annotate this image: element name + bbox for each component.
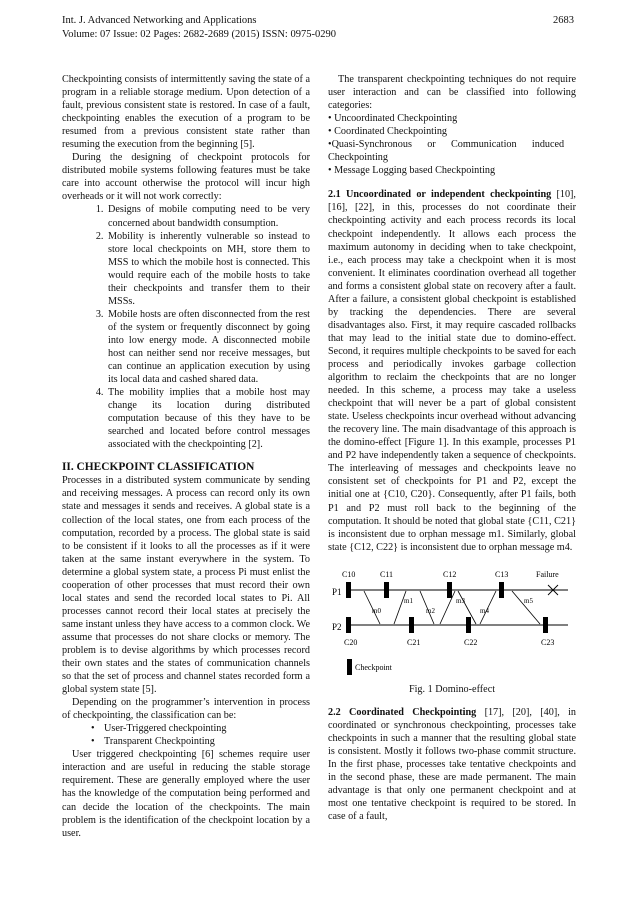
right-column xyxy=(328,73,576,823)
label-m5: m5 xyxy=(524,596,533,605)
checkpoint-c21 xyxy=(409,617,414,633)
label-failure: Failure xyxy=(536,569,559,579)
left-column xyxy=(62,73,310,840)
intro-paragraph: Checkpointing consists of intermittently saving the state of a program in a reliable storage medium. Upon detection of a fault, previous consistent state is restored. In case of a fault, checkpointing enables the execution of a program to be resumed from a previous consistent state rather than resuming the execution from the beginning [5]. xyxy=(62,74,310,151)
list-item: • Coordinated Checkpointing xyxy=(328,126,448,138)
list-item: 4. The mobility implies that a mobile host may change its location during distributed computation because of this they have to be searched and located before control messages associated with the checkpointing [2]. xyxy=(106,386,310,451)
design-features-paragraph: During the designing of checkpoint protocols for distributed mobile systems following features must be take care into account otherwise the protocol will incur high overheads or it will not work correctly: xyxy=(62,152,310,203)
checkpoint-c12 xyxy=(447,582,452,598)
label-c12: C12 xyxy=(443,569,457,579)
list-item: Checkpointing xyxy=(328,152,388,164)
section-heading: II. CHECKPOINT CLASSIFICATION xyxy=(62,461,255,474)
label-c22: C22 xyxy=(464,637,478,647)
journal-name: Int. J. Advanced Networking and Applications xyxy=(62,15,257,26)
list-item: 1. Designs of mobile computing need to be very concerned about bandwidth consumption. xyxy=(106,203,310,229)
checkpoint-c20 xyxy=(346,617,351,633)
global-state-paragraph: Processes in a distributed system communicate by sending and receiving messages. A process can record only its own state and messages it sends and receives. A global state is a collection of the local states, one from each process of the computation, recorded by a process. The global state is said to be consistent if it looks to all the processes as if it were taken at the same instant everywhere in the system. To determine a global system state, a process Pi must enlist the cooperation of other processes that must record their own local states and send the recorded local states to Pi. All processes cannot record their local states at precisely the same instant unless they have access to a common clock. We assume that processes do not share clocks or memory. The problem is to devise algorithms by which processes record their own states and the states of communication channels so that the set of process and channel states recorded form a global system state [5]. xyxy=(62,475,310,696)
list-item: 2. Mobility is inherently vulnerable so instead to store local checkpoints on MH, store them to MSS to which the mobile host is connected. This would require each of the mobile hosts to take their checkpoints and transfer them to their MSSs. xyxy=(106,230,310,308)
label-p1: P1 xyxy=(332,586,342,597)
label-m1: m1 xyxy=(404,596,413,605)
message-m6-arrow xyxy=(512,591,540,624)
label-m3: m3 xyxy=(456,596,465,605)
figure-caption: Fig. 1 Domino-effect xyxy=(408,683,496,695)
checkpoint-c23 xyxy=(543,617,548,633)
figure-svg xyxy=(328,563,576,679)
coordinated-paragraph xyxy=(328,706,576,823)
label-c13: C13 xyxy=(495,569,509,579)
classification-list xyxy=(62,722,310,748)
domino-effect-figure xyxy=(328,563,576,679)
subsection-heading: 2.2 Coordinated Checkpointing xyxy=(328,706,477,718)
label-c23: C23 xyxy=(541,637,555,647)
label-p2: P2 xyxy=(332,621,342,632)
checkpoint-c22 xyxy=(466,617,471,633)
checkpoint-c11 xyxy=(384,582,389,598)
label-c10: C10 xyxy=(342,569,356,579)
page-header xyxy=(62,14,574,42)
category-list xyxy=(328,112,576,177)
volume-info: Volume: 07 Issue: 02 Pages: 2682-2689 (2015) ISSN: 0975-0290 xyxy=(62,29,336,40)
list-item: • User-Triggered checkpointing xyxy=(104,722,310,735)
checkpoint-c10 xyxy=(346,582,351,598)
list-item: •Quasi-Synchronous or Communication induced xyxy=(328,139,565,151)
design-features-list xyxy=(62,203,310,451)
message-m1-arrow xyxy=(394,591,406,624)
uncoordinated-paragraph xyxy=(328,188,576,553)
subsection-heading: 2.1 Uncoordinated or independent checkpointing xyxy=(328,189,552,201)
page-number: 2683 xyxy=(553,15,574,26)
coordinated-text: [17], [20], [40], in coordinated or synchronous checkpointing, processes take checkpoints in such a manner that the resulting global state is consistent. Mostly it follows two-phase commit structure. In the first phase, processes take tentative checkpoints and in the second phase, these are made permanent. The main advantage is that only one permanent checkpoint and at most one tentative checkpoint is required to be stored. In case of a fault, xyxy=(328,706,577,823)
user-triggered-paragraph: User triggered checkpointing [6] schemes require user interaction and are useful in reducing the stable storage requirement. These are generally employed where the user has the knowledge of the computation being performed and can decide the location of the checkpoints. The main problem is the identification of the checkpoint location by a user. xyxy=(62,749,310,839)
classification-paragraph: Depending on the programmer’s intervention in process of checkpointing, the classification can be: xyxy=(62,697,310,722)
label-c20: C20 xyxy=(344,637,358,647)
label-m4: m4 xyxy=(480,606,489,615)
checkpoint-c13 xyxy=(499,582,504,598)
list-item: 3. Mobile hosts are often disconnected from the rest of the system or frequently disconnect by going into low energy mode. A disconnected mobile host can neither send nor receive messages, but can continue an application execution by using its local data and cashed shared data. xyxy=(106,308,310,386)
list-item: • Transparent Checkpointing xyxy=(104,735,310,748)
label-c11: C11 xyxy=(380,569,394,579)
legend-checkpoint-icon xyxy=(347,659,352,675)
label-m2: m2 xyxy=(426,606,435,615)
transparent-paragraph: The transparent checkpointing techniques do not require user interaction and can be classified into following categories: xyxy=(328,74,576,112)
list-item: • Uncoordinated Checkpointing xyxy=(328,113,458,125)
label-m0: m0 xyxy=(372,606,381,615)
uncoordinated-text: [10], [16], [22], in this, processes do not coordinate their checkpointing activity and each process records its local checkpoint independently. It allows each process the maximum autonomy in deciding when to take checkpoint, i.e., each process may take a checkpoint when it is most convenient. It eliminates coordination overhead all together and forms a consistent global state on recovery after a fault. After a failure, a consistent global checkpoint is established by tracking the dependencies. There are several disadvantages also. First, it may require cascaded rollbacks that may lead to the initial state due to domino-effect. Second, it requires multiple checkpoints to be saved for each process and periodically invokes garbage collection algorithm to reclaim the checkpoints that are no longer needed. In this scheme, a process may take a useless checkpoint that will never be a part of global consistent state. Useless checkpoints incur overhead without advancing the recovery line. The main disadvantage of this approach is the domino-effect [Figure 1]. In this example, processes P1 and P2 have independently taken a sequence of checkpoints. The interleaving of messages and checkpoints leave no consistent set of checkpoints for P1 and P2, except the initial one at {C10, C20}. Consequently, after P1 fails, both P1 and P2 must roll back to the beginning of the computation. It should be noted that global state {C11, C21} is inconsistent due to orphan message m1. Similarly, global state {C12, C22} is inconsistent due to orphan message m4. xyxy=(328,189,576,553)
list-item: • Message Logging based Checkpointing xyxy=(328,165,496,177)
label-c21: C21 xyxy=(407,637,421,647)
legend-label: Checkpoint xyxy=(355,662,392,672)
